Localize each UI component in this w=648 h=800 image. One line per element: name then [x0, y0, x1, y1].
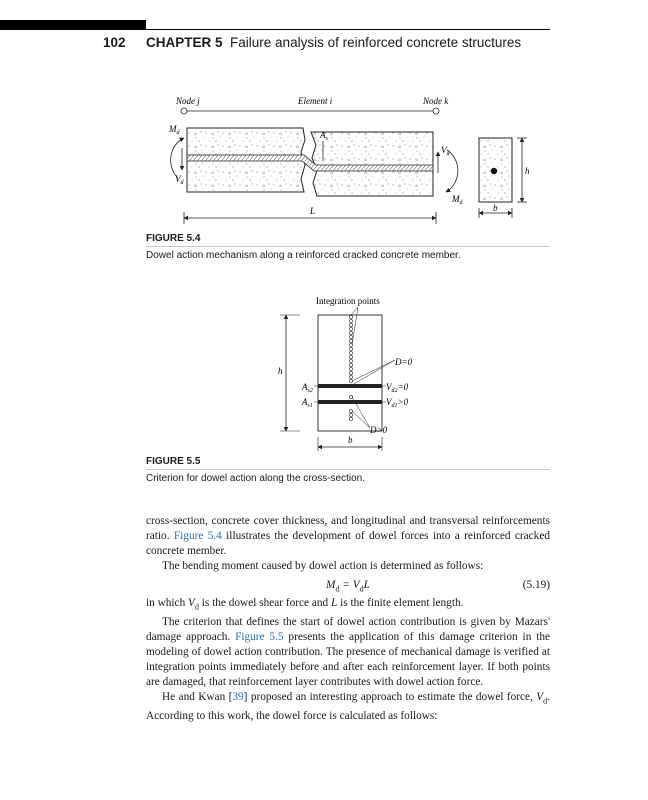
- figure-5-4-rule: [146, 246, 550, 247]
- as1-label: $A_{s1}$: [302, 397, 313, 409]
- node-k-label: Node k: [423, 96, 449, 106]
- reference-39-link[interactable]: 39: [232, 691, 244, 704]
- equation-5-19: [146, 574, 550, 596]
- equation-expression: $M_d = V_dL$: [326, 579, 370, 594]
- figure-5-5-caption: Criterion for dowel action along the cross-section.: [146, 473, 365, 484]
- d-zero-label: D=0: [395, 357, 413, 367]
- figure-5-5-drawing: [0, 285, 648, 455]
- node-j-label: Node j: [176, 96, 200, 106]
- paragraph-4: The criterion that defines the start of dowel action contribution is given by Mazars' damage approach. Figure 5.5 presents the application of this damage criterion in the modeling of dowel action contribution. The presence of mechanical damage is verified at integration points immediately before and after each reinforcement layer. If both points are damaged, that reinforcement layer contributes with dowel action force.: [146, 615, 551, 689]
- integration-points-label: Integration points: [316, 296, 380, 306]
- node-j-marker: [181, 108, 187, 114]
- left-moment-label: $M_d$: [169, 124, 180, 136]
- h-dimension-label: h: [278, 366, 283, 376]
- left-shear-label: $V_d$: [175, 174, 184, 186]
- reinforcement-layer-2: [318, 384, 382, 388]
- body-text: [146, 514, 550, 724]
- chapter-title: Failure analysis of reinforced concrete structures: [230, 35, 522, 50]
- b-dimension-label: b: [348, 435, 353, 445]
- element-i-label: Element i: [298, 96, 333, 106]
- equation-number: (5.19): [522, 579, 550, 592]
- reinforcement-layer-1: [318, 400, 382, 404]
- paragraph-5: He and Kwan [39] proposed an interesting approach to estimate the dowel force, $V_d$. According to this work, the dowel force is calculated as follows:: [146, 691, 550, 722]
- figure-5-4-caption: Dowel action mechanism along a reinforced cracked concrete member.: [146, 250, 461, 261]
- figure-5-5-rule: [146, 469, 550, 470]
- l-dimension-label: L: [310, 206, 316, 216]
- figure-5-4-label: FIGURE 5.4: [146, 233, 201, 244]
- vd1-label: $V_{d1}>0$: [386, 397, 409, 409]
- cross-section-h-label: h: [525, 166, 530, 176]
- vd2-label: $V_{d2}=0$: [386, 382, 409, 394]
- paragraph-2: The bending moment caused by dowel action is determined as follows:: [162, 560, 484, 573]
- chapter-label: CHAPTER 5: [146, 35, 223, 50]
- as-label: $A_s$: [320, 130, 328, 142]
- right-concrete-segment: [311, 132, 433, 196]
- paragraph-1: cross-section, concrete cover thickness, and longitudinal and transversal reinforcements ratio. Figure 5.4 illustrates the development of dowel forces into a reinforced cracked concrete member.: [146, 515, 550, 558]
- right-shear-label: $V_d$: [441, 145, 450, 157]
- page-number: 102: [103, 35, 126, 50]
- cross-section-bar: [491, 168, 497, 174]
- as2-label: $A_{s2}$: [302, 382, 313, 394]
- d-positive-label: D>0: [370, 425, 388, 435]
- figure-5-5-label: FIGURE 5.5: [146, 456, 201, 467]
- paragraph-3: in which $V_d$ is the dowel shear force and L is the finite element length.: [146, 597, 464, 612]
- figure-5-4-drawing: [0, 0, 648, 232]
- figure-5-5-link[interactable]: Figure 5.5: [235, 630, 284, 643]
- cross-section-b-label: b: [493, 203, 498, 213]
- right-moment-label: $M_d$: [452, 194, 463, 206]
- node-k-marker: [433, 108, 439, 114]
- figure-5-4-link[interactable]: Figure 5.4: [173, 530, 222, 543]
